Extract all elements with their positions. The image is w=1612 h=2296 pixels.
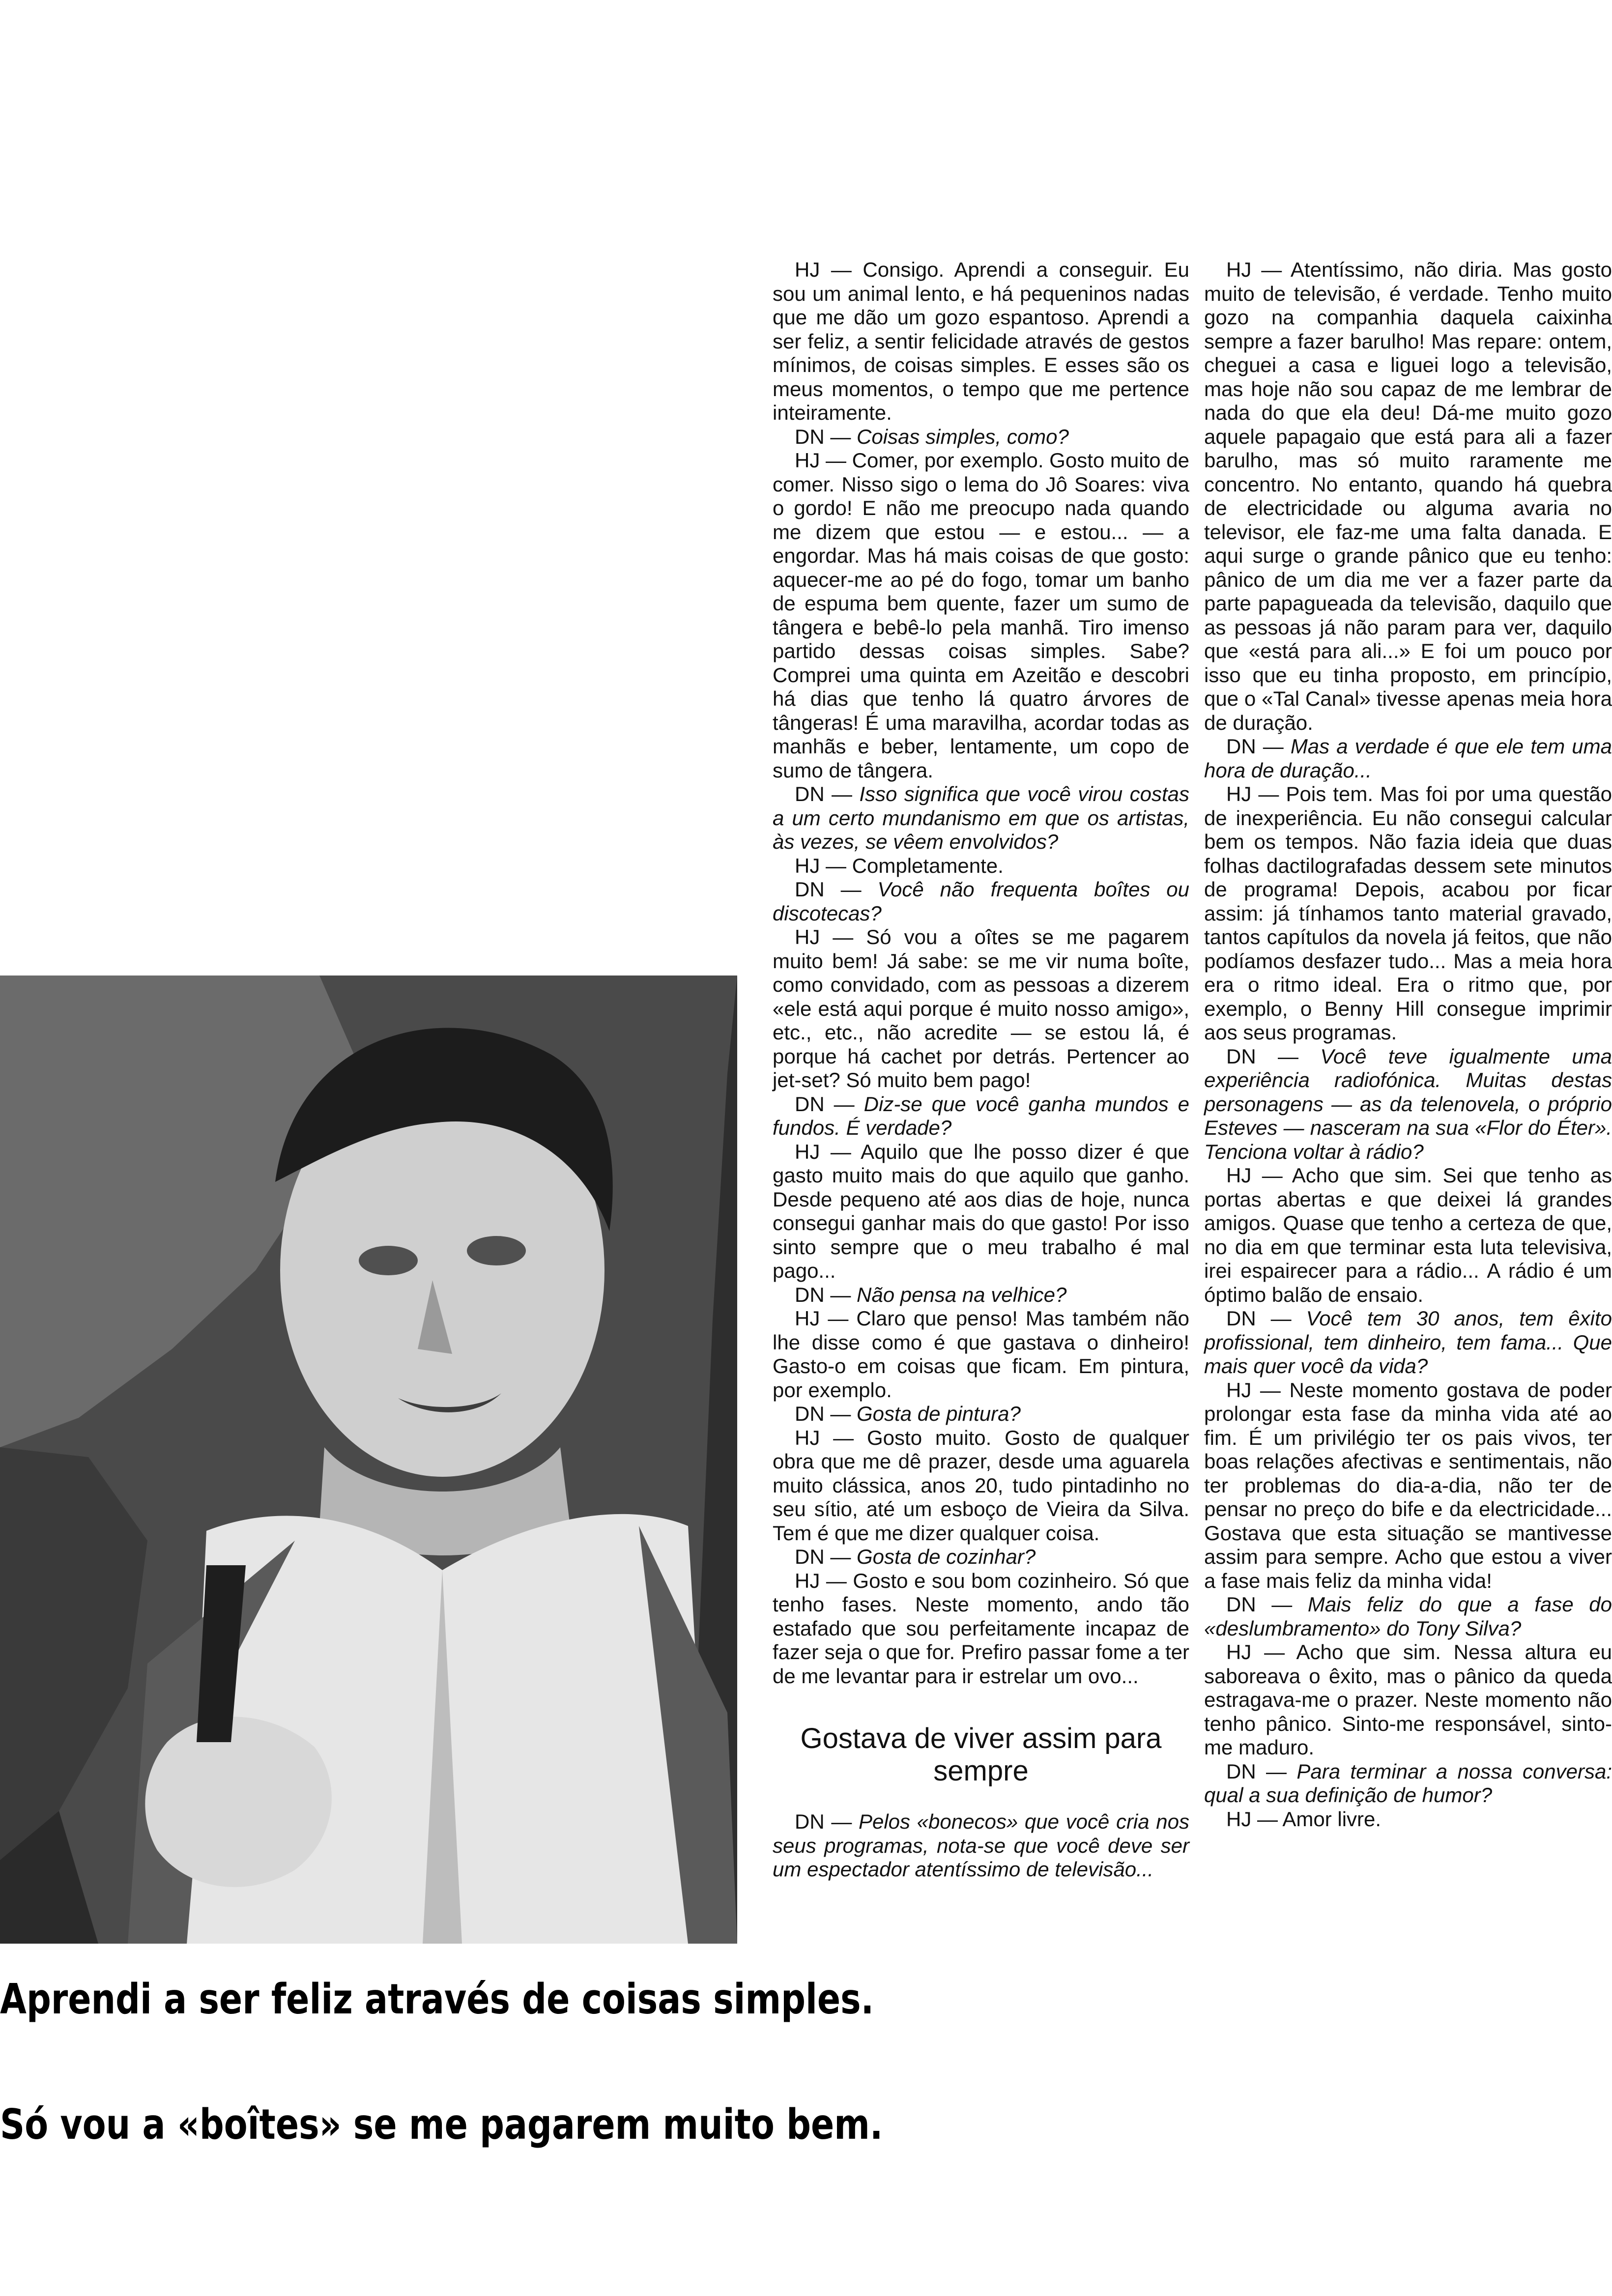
interviewer-question: Você teve igualmente uma experiência radiofónica. Muitas destas personagens — as da telenovela, o próprio Esteves — nasceram na sua «Flor do Éter». Tenciona voltar à rádio?	[1204, 1044, 1612, 1163]
interview-paragraph	[1204, 1378, 1612, 1593]
speaker-label: HJ —	[795, 1140, 861, 1163]
interviewee-answer: Amor livre.	[1282, 1807, 1382, 1831]
portrait-illustration	[0, 976, 737, 1944]
pull-quote-1: Aprendi a ser feliz através de coisas simples.	[0, 1975, 874, 2024]
interview-paragraph	[773, 1283, 1189, 1307]
interviewer-question: Pelos «bonecos» que você cria nos seus programas, nota-se que você deve ser um espectador atentíssimo de televisão...	[773, 1810, 1189, 1881]
interviewer-question: Não pensa na velhice?	[857, 1283, 1067, 1306]
interview-paragraph	[773, 258, 1189, 425]
interview-paragraph	[1204, 735, 1612, 782]
interview-paragraph	[773, 925, 1189, 1092]
speaker-label: HJ —	[1226, 782, 1286, 805]
speaker-label: DN —	[1226, 1307, 1306, 1330]
interview-paragraph	[1204, 1640, 1612, 1760]
speaker-label: HJ —	[1226, 1640, 1296, 1664]
interview-paragraph	[773, 782, 1189, 854]
speaker-label: DN —	[795, 1092, 864, 1116]
portrait-photo	[0, 976, 737, 1944]
interviewer-question: Para terminar a nossa conversa: qual a sua definição de humor?	[1204, 1759, 1612, 1807]
interviewee-answer: Pois tem. Mas foi por uma questão de inexperiência. Eu não consegui calcular bem os tempos. Não fazia ideia que duas folhas dactilografadas dessem sete minutos de programa! Depois, acabou por ficar assim: já tínhamos tanto material gravado, tantos capítulos da novela já feitos, que não podíamos desfazer tudo... Mas a meia hora era o ritmo ideal. Era o ritmo que, por exemplo, o Benny Hill consegue imprimir aos seus programas.	[1204, 782, 1612, 1044]
interview-paragraph	[773, 425, 1189, 449]
interview-paragraph	[1204, 782, 1612, 1045]
interviewee-answer: Comer, por exemplo. Gosto muito de comer. Nisso sigo o lema do Jô Soares: viva o gordo! E não me preocupo nada quando me dizem que estou — e estou... — a engordar. Mas há mais coisas de que gosto: aquecer-me ao pé do fogo, tomar um banho de espuma bem quente, fazer um sumo de tângera e bebê-lo pela manhã. Tiro imenso partido dessas coisas simples. Sabe? Comprei uma quinta em Azeitão e descobri há dias que tenho lá quatro árvores de tângeras! É uma maravilha, acordar todas as manhãs e beber, lentamente, um copo de sumo de tângera.	[773, 449, 1189, 782]
interviewee-answer: Aquilo que lhe posso dizer é que gasto muito mais do que aquilo que ganho. Desde pequeno até aos dias de hoje, nunca consegui ganhar mais do que gasto! Por isso sinto sempre que o meu trabalho é mal pago...	[773, 1140, 1189, 1282]
interviewer-question: Você não frequenta boîtes ou discotecas?	[773, 878, 1190, 925]
speaker-label: DN —	[1226, 735, 1291, 758]
speaker-label: HJ —	[795, 1307, 857, 1330]
speaker-label: DN —	[1226, 1044, 1321, 1068]
interview-paragraph	[773, 878, 1189, 925]
interviewee-answer: Acho que sim. Nessa altura eu saboreava o êxito, mas o pânico da queda estragava-me o prazer. Neste momento não tenho pânico. Sinto-me responsável, sinto-me maduro.	[1204, 1640, 1612, 1759]
interviewee-answer: Atentíssimo, não diria. Mas gosto muito de televisão, é verdade. Tenho muito gozo na companhia daquela caixinha sempre a fazer barulho! Mas repare: ontem, cheguei a casa e liguei logo a televisão, mas hoje não sou capaz de me lembrar de nada do que ela deu! Dá-me muito gozo aquele papagaio que está para ali a fazer barulho, mas só muito raramente me concentro. No entanto, quando há quebra de electricidade ou alguma avaria no televisor, ele faz-me uma falta danada. E aqui surge o grande pânico que eu tenho: pânico de um dia me ver a fazer parte da parte papagueada da televisão, daquilo que as pessoas já não param para ver, daquilo que «está para ali...» E foi um pouco por isso que eu tinha proposto, em princípio, que o «Tal Canal» tivesse apenas meia hora de duração.	[1204, 258, 1612, 734]
interview-paragraph	[1204, 1760, 1612, 1808]
interviewer-question: Gosta de pintura?	[857, 1402, 1021, 1425]
interview-paragraph	[1204, 1307, 1612, 1378]
interviewer-question: Diz-se que você ganha mundos e fundos. É verdade?	[773, 1092, 1189, 1139]
interview-paragraph	[773, 449, 1189, 782]
interviewee-answer: Gosto muito. Gosto de qualquer obra que me dê prazer, desde uma aguarela muito clássica, anos 20, tudo pintadinho no seu sítio, até um esboço de Vieira da Silva. Tem é que me dizer qualquer coisa.	[773, 1426, 1189, 1545]
speaker-label: HJ —	[795, 258, 863, 281]
column-1-interview	[773, 258, 1189, 1688]
speaker-label: DN —	[795, 1545, 857, 1568]
interview-paragraph	[773, 1569, 1189, 1689]
speaker-label: DN —	[795, 425, 857, 448]
interviewee-answer: Neste momento gostava de poder prolongar esta fase da minha vida até ao fim. É um privilégio ter os pais vivos, ter boas relações afectivas e sentimentais, não ter problemas do dia-a-dia, não ter de pensar no preço do bife e da electricidade... Gostava que esta situação se mantivesse assim para sempre. Acho que estou a viver a fase mais feliz da minha vida!	[1204, 1378, 1612, 1592]
interview-paragraph	[773, 854, 1189, 878]
speaker-label: DN —	[795, 878, 878, 901]
column-1-continuation	[773, 1810, 1189, 1882]
speaker-label: DN —	[795, 1402, 857, 1425]
interview-paragraph	[1204, 1593, 1612, 1640]
interview-paragraph	[773, 1092, 1189, 1140]
interviewee-answer: Completamente.	[852, 854, 1004, 877]
interview-paragraph	[1204, 1164, 1612, 1307]
interviewee-answer: Claro que penso! Mas também não lhe disse como é que gastava o dinheiro! Gasto-o em coisas que ficam. Em pintura, por exemplo.	[773, 1307, 1189, 1402]
interviewer-question: Mais feliz do que a fase do «deslumbramento» do Tony Silva?	[1204, 1593, 1612, 1640]
speaker-label: HJ —	[1226, 1164, 1292, 1187]
speaker-label: HJ —	[1226, 258, 1291, 281]
pull-quote-2: Só vou a «boîtes» se me pagarem muito bem.	[0, 2100, 883, 2149]
interview-paragraph	[773, 1810, 1189, 1882]
interview-paragraph	[1204, 1045, 1612, 1164]
speaker-label: DN —	[795, 782, 860, 805]
speaker-label: DN —	[1226, 1593, 1308, 1616]
interview-paragraph	[773, 1426, 1189, 1546]
speaker-label: DN —	[1226, 1759, 1297, 1783]
interview-paragraph	[1204, 258, 1612, 735]
interviewer-question: Coisas simples, como?	[857, 425, 1069, 448]
interviewee-answer: Só vou a oîtes se me pagarem muito bem! Já sabe: se me vir numa boîte, como convidado, com as pessoas a dizerem «ele está aqui porque é muito nosso amigo», etc., etc., não acredite — se estou lá, é porque há cachet por detrás. Pertencer ao jet-set? Só muito bem pago!	[773, 925, 1190, 1091]
interviewer-question: Você tem 30 anos, tem êxito profissional, tem dinheiro, tem fama... Que mais quer você da vida?	[1204, 1307, 1612, 1378]
speaker-label: HJ —	[795, 925, 866, 948]
interview-paragraph	[773, 1545, 1189, 1569]
speaker-label: HJ —	[795, 1426, 867, 1449]
interview-paragraph	[773, 1307, 1189, 1402]
interviewer-question: Gosta de cozinhar?	[857, 1545, 1036, 1568]
interview-paragraph	[1204, 1808, 1612, 1832]
speaker-label: DN —	[795, 1283, 857, 1306]
interviewer-question: Isso significa que você virou costas a um certo mundanismo em que os artistas, às vezes, se vêem envolvidos?	[773, 782, 1190, 853]
article-column-1	[773, 258, 1189, 1882]
interviewee-answer: Acho que sim. Sei que tenho as portas abertas e que deixei lá grandes amigos. Quase que tenho a certeza de que, no dia em que terminar esta luta televisiva, irei espairecer para a rádio... A rádio é um óptimo balão de ensaio.	[1204, 1164, 1612, 1306]
speaker-label: HJ —	[795, 854, 852, 877]
interview-paragraph	[773, 1140, 1189, 1283]
interviewee-answer: Consigo. Aprendi a conseguir. Eu sou um animal lento, e há pequeninos nadas que me dão um gozo espantoso. Aprendi a ser feliz, a sentir felicidade através de gestos mínimos, de coisas simples. E esses são os meus momentos, o tempo que me pertence inteiramente.	[773, 258, 1189, 424]
article-column-2	[1204, 258, 1612, 1831]
interviewer-question: Mas a verdade é que ele tem uma hora de duração...	[1204, 735, 1612, 782]
column-2-interview	[1204, 258, 1612, 1831]
interview-paragraph	[773, 1402, 1189, 1426]
section-subhead: Gostava de viver assim para sempre	[800, 1722, 1162, 1787]
speaker-label: HJ —	[795, 1569, 853, 1592]
speaker-label: HJ —	[795, 449, 852, 472]
speaker-label: HJ —	[1226, 1378, 1290, 1402]
speaker-label: DN —	[795, 1810, 859, 1833]
interviewee-answer: Gosto e sou bom cozinheiro. Só que tenho fases. Neste momento, ando tão estafado que sou perfeitamente incapaz de fazer seja o que for. Prefiro passar fome a ter de me levantar para ir estrelar um ovo...	[773, 1569, 1190, 1688]
speaker-label: HJ —	[1226, 1807, 1283, 1831]
